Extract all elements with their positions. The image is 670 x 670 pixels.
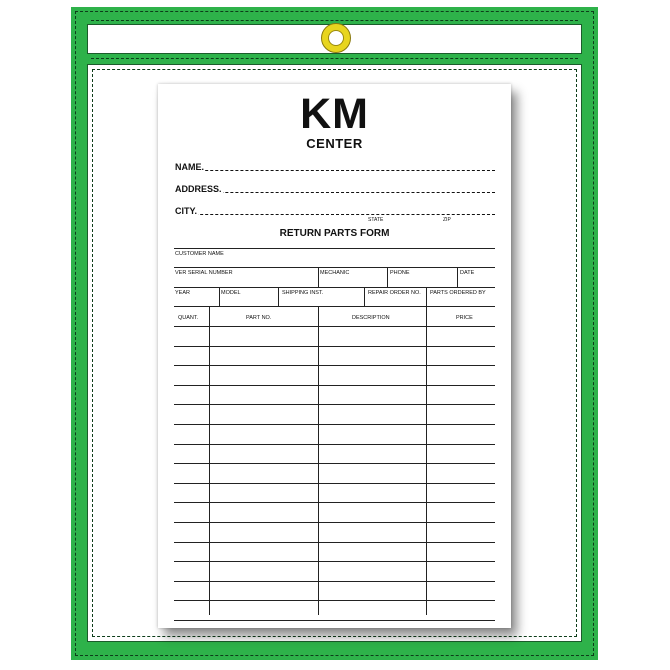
year-label: YEAR [175, 290, 190, 296]
city-label: CITY. [175, 206, 198, 216]
date-label: DATE [460, 270, 475, 276]
table-row [174, 483, 495, 484]
table-row [174, 463, 495, 464]
table-row [174, 346, 495, 347]
form-title: RETURN PARTS FORM [279, 228, 390, 239]
repair-order-no-label: REPAIR ORDER NO. [368, 290, 421, 296]
table-row [174, 581, 495, 582]
divider-model [219, 287, 220, 306]
table-row [174, 404, 495, 405]
address-label-text: ADDRESS [175, 184, 220, 194]
city-line [175, 214, 495, 215]
divider-parts [426, 287, 427, 306]
table-row [174, 620, 495, 621]
grommet-icon [321, 23, 351, 53]
rule-2 [174, 267, 495, 268]
table-row [174, 424, 495, 425]
phone-label: PHONE [390, 270, 410, 276]
table-row [174, 522, 495, 523]
name-line [175, 170, 495, 171]
header-rule [174, 326, 495, 327]
address-line [175, 192, 495, 193]
rule-4 [174, 306, 495, 307]
divider-repair [364, 287, 365, 306]
table-row [174, 502, 495, 503]
rule-3 [174, 287, 495, 288]
zip-label: ZIP [443, 217, 451, 223]
name-label: NAME. [175, 162, 205, 172]
divider-phone [387, 267, 388, 287]
strip-stitch-bottom [91, 58, 578, 59]
column-divider-3 [426, 306, 427, 615]
table-row [174, 561, 495, 562]
column-divider-2 [318, 306, 319, 615]
quant-header: QUANT. [178, 315, 199, 321]
table-row [174, 600, 495, 601]
rule-1 [174, 248, 495, 249]
address-label: ADDRESS. [175, 184, 222, 194]
parts-ordered-by-label: PARTS ORDERED BY [430, 290, 486, 296]
price-header: PRICE [456, 315, 473, 321]
divider-mechanic [318, 267, 319, 287]
logo-subtitle: CENTER [306, 136, 363, 151]
strip-stitch-top [91, 20, 578, 21]
description-header: DESCRIPTION [352, 315, 390, 321]
part-no-header: PART NO. [246, 315, 272, 321]
ver-serial-number-label: VER SERIAL NUMBER [175, 270, 233, 276]
divider-shipping [278, 287, 279, 306]
return-parts-form [158, 84, 511, 628]
table-row [174, 365, 495, 366]
model-label: MODEL [221, 290, 241, 296]
logo-title: KM [300, 90, 369, 138]
column-divider-1 [209, 306, 210, 615]
grommet-hole [328, 30, 344, 46]
table-row [174, 542, 495, 543]
state-label: STATE [368, 217, 384, 223]
table-row [174, 444, 495, 445]
mechanic-label: MECHANIC [320, 270, 350, 276]
city-label-text: CITY [175, 206, 195, 216]
customer-name-label: CUSTOMER NAME [175, 251, 224, 257]
divider-date [457, 267, 458, 287]
table-row [174, 385, 495, 386]
shipping-inst-label: SHIPPING INST. [282, 290, 324, 296]
name-label-text: NAME [175, 162, 202, 172]
